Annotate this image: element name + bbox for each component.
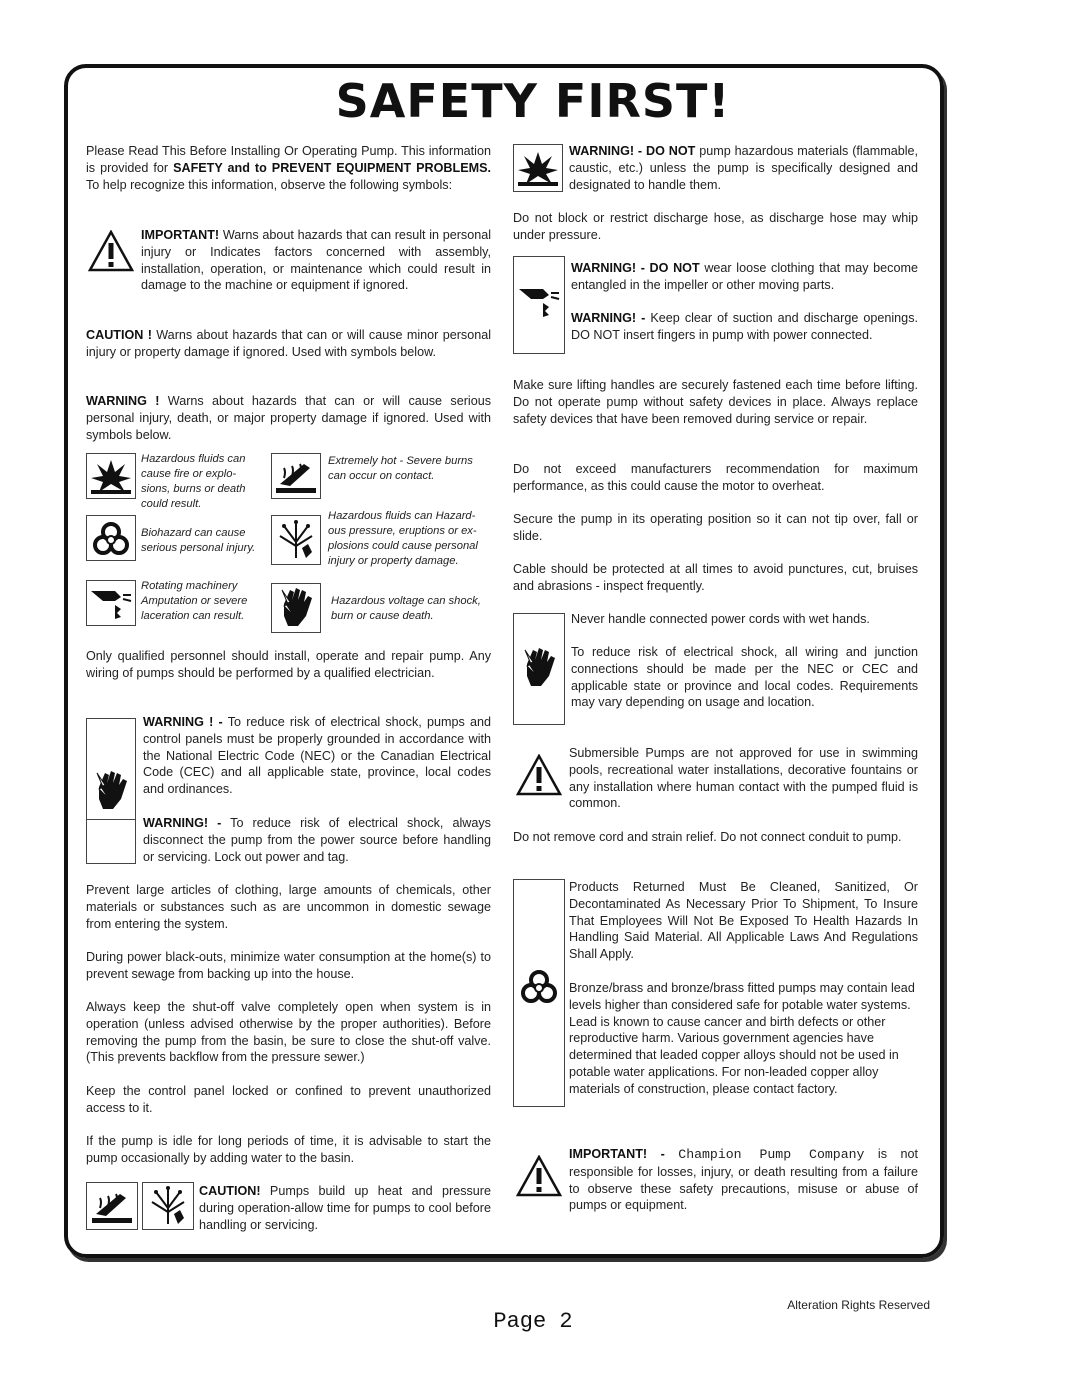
biohazard-box	[513, 879, 565, 1107]
rotating-machinery-icon	[86, 580, 136, 626]
intro-end: To help recognize this information, observe the following symbols:	[86, 177, 453, 192]
caution-heat-text: Pumps build up heat and pressure during operation-allow time for pumps to cool before handling or servicing.	[199, 1184, 492, 1232]
caution-text: Warns about hazards that can or will cause minor personal injury or property damage if ignored. Used with symbols below.	[86, 328, 492, 359]
submersible-paragraph: Submersible Pumps are not approved for use in swimming pools, recreational water installations, decorative fountains or any installation where human contact with the pumped fluid is common.	[569, 746, 918, 811]
box-divider	[87, 819, 135, 820]
hot-surface-icon	[86, 1182, 138, 1230]
pressure-eruption-icon	[271, 515, 321, 565]
wet-hands-paragraph: Never handle connected power cords with wet hands.	[571, 612, 870, 626]
important-text: Warns about hazards that can result in personal injury or Indicates factors concerned with assembly, installation, operation, or maintenance which could result in damage to the machine or equipment if ignored.	[141, 228, 492, 293]
bronze-paragraph: Bronze/brass and bronze/brass fitted pumps may contain lead levels higher than considered safe for potable water systems. Lead is known to cause cancer and birth defects or other reproductive harm. Various government agencies have determined that leaded copper alloys should not be used in potable water applications. For non-leaded copper alloy materials of construction, please contact factory.	[569, 981, 915, 1096]
electrical-warning-box	[513, 613, 565, 725]
keep-clear-text: Keep clear of suction and discharge openings. DO NOT insert fingers in pump with power connected.	[571, 311, 918, 342]
keep-clear-label: WARNING! -	[571, 311, 646, 325]
rotating-machinery-icon	[517, 281, 561, 321]
caution-paragraph	[86, 327, 491, 361]
wiring-paragraph: To reduce risk of electrical shock, all wiring and junction connections should be made per the NEC or CEC and applicable state or province and local codes. Requirements may vary depending on usage and location.	[571, 645, 918, 710]
electrical-shock-icon	[519, 646, 559, 690]
warning-paragraph	[86, 393, 491, 443]
electrical-warning-box	[86, 718, 136, 864]
caution-heat-paragraph	[199, 1183, 491, 1233]
hazardous-materials-warning	[569, 143, 918, 193]
caution-heat-label: CAUTION!	[199, 1184, 261, 1198]
page-number: Page 2	[493, 1309, 573, 1334]
intro-bold: SAFETY and to PREVENT EQUIPMENT PROBLEMS.	[173, 160, 491, 175]
hazardous-warning-label: WARNING! - DO NOT	[569, 144, 696, 158]
caution-label: CAUTION !	[86, 328, 152, 342]
fire-symbol-text: Hazardous fluids can cause fire or explo- sions, burns or death could result.	[141, 453, 246, 510]
ground-warning-text: To reduce risk of electrical shock, pumps and control panels must be properly grounded in accordance with the National Electric Code (NEC) or the Canadian Electrical Code (CEC) and all applicable state, province, local codes and ordinances.	[143, 715, 491, 797]
ground-warning-paragraph	[143, 714, 491, 798]
keep-clear-warning	[571, 310, 918, 344]
hazardous-warning-text: pump hazardous materials (flammable, caustic, etc.) unless the pump is specifically designed and designated to handle them.	[569, 144, 919, 192]
cable-paragraph: Cable should be protected at all times to avoid punctures, cut, bruises and abrasions - inspect frequently.	[513, 562, 918, 593]
warning-text: Warns about hazards that can or will cause serious personal injury, death, or major property damage if ignored. Used with symbols below.	[86, 394, 492, 442]
rotating-symbol-text: Rotating machinery Amputation or severe laceration can result.	[141, 580, 248, 622]
fire-explosion-icon	[86, 453, 136, 499]
exceed-paragraph: Do not exceed manufacturers recommendation for maximum performance, as this could cause the motor to overheat.	[513, 462, 918, 493]
warning-triangle-icon	[516, 1155, 562, 1197]
hazardous-voltage-icon	[271, 583, 321, 633]
biohazard-icon	[86, 515, 136, 561]
important-paragraph	[141, 227, 491, 294]
clothing-paragraph: Prevent large articles of clothing, large amounts of chemicals, other materials or substances such as are uncommon in domestic sewage from entering the system.	[86, 883, 491, 931]
secure-paragraph: Secure the pump in its operating position so it can not tip over, fall or slide.	[513, 512, 918, 543]
hot-surface-icon	[271, 453, 321, 499]
intro-text: Please Read This Before Installing Or Operating Pump. This information is provided for	[86, 144, 491, 175]
cord-paragraph: Do not remove cord and strain relief. Do not connect conduit to pump.	[513, 830, 902, 844]
important-label: IMPORTANT!	[141, 228, 220, 242]
returned-products-paragraph: Products Returned Must Be Cleaned, Sanitized, Or Decontaminated As Necessary Prior To Shipment, To Insure That Employees Will Not Be Exposed To Health Hazards In Handling Said Material. All Applicable Laws And Regulations Shall Apply.	[569, 880, 918, 962]
alteration-rights: Alteration Rights Reserved	[787, 1298, 930, 1312]
biohazard-symbol-text: Biohazard can cause serious personal injury.	[141, 527, 256, 554]
warning-label: WARNING !	[86, 394, 160, 408]
moving-parts-warning-box	[513, 256, 565, 354]
hose-paragraph: Do not block or restrict discharge hose, as discharge hose may whip under pressure.	[513, 211, 918, 242]
warning-triangle-icon	[88, 230, 134, 272]
ground-warning-label: WARNING ! -	[143, 715, 223, 729]
fire-explosion-icon	[513, 144, 563, 192]
biohazard-icon	[519, 966, 559, 1006]
disconnect-warning-label: WARNING! -	[143, 816, 222, 830]
pressure-eruption-icon	[142, 1182, 194, 1230]
intro-paragraph	[86, 143, 491, 193]
clothing-warning-label: WARNING! - DO NOT	[571, 261, 700, 275]
disconnect-warning-paragraph	[143, 815, 491, 865]
final-important-text: is not responsible for losses, injury, or death resulting from a failure to observe these safety precautions, misuse or abuse of pumps or equipment.	[569, 1147, 919, 1213]
page-title: SAFETY FIRST!	[335, 74, 731, 128]
clothing-warning	[571, 260, 918, 294]
company-name: Champion Pump Company	[678, 1147, 865, 1162]
locked-paragraph: Keep the control panel locked or confined to prevent unauthorized access to it.	[86, 1084, 491, 1115]
hot-symbol-text: Extremely hot - Severe burns can occur on contact.	[328, 455, 473, 482]
final-important-paragraph	[569, 1146, 918, 1214]
disconnect-warning-text: To reduce risk of electrical shock, always disconnect the pump from the power source before handling or servicing. Lock out power and tag.	[143, 816, 491, 864]
qualified-paragraph: Only qualified personnel should install, operate and repair pump. Any wiring of pumps should be performed by a qualified electrician.	[86, 649, 491, 680]
warning-triangle-icon	[516, 754, 562, 796]
voltage-symbol-text: Hazardous voltage can shock, burn or cause death.	[331, 595, 481, 622]
final-important-label: IMPORTANT! -	[569, 1147, 665, 1161]
lifting-paragraph: Make sure lifting handles are securely fastened each time before lifting. Do not operate pump without safety devices in place. Always replace safety devices that have been removed during service or repair.	[513, 378, 918, 426]
electrical-shock-icon	[91, 769, 131, 813]
shutoff-paragraph: Always keep the shut-off valve completely open when system is in operation (unless advised otherwise by the proper authorities). Before removing the pump from the basin, be sure to close the shut-off valve. (This prevents backflow from the pressure sewer.)	[86, 1000, 491, 1065]
clothing-warning-text: wear loose clothing that may become entangled in the impeller or other moving parts.	[571, 261, 918, 292]
blackout-paragraph: During power black-outs, minimize water consumption at the home(s) to prevent sewage from backing up into the house.	[86, 950, 491, 981]
pressure-symbol-text: Hazardous fluids can Hazard- ous pressure, eruptions or ex- plosions could cause personal injury or property damage.	[328, 510, 478, 567]
idle-paragraph: If the pump is idle for long periods of time, it is advisable to start the pump occasionally by adding water to the basin.	[86, 1134, 491, 1165]
